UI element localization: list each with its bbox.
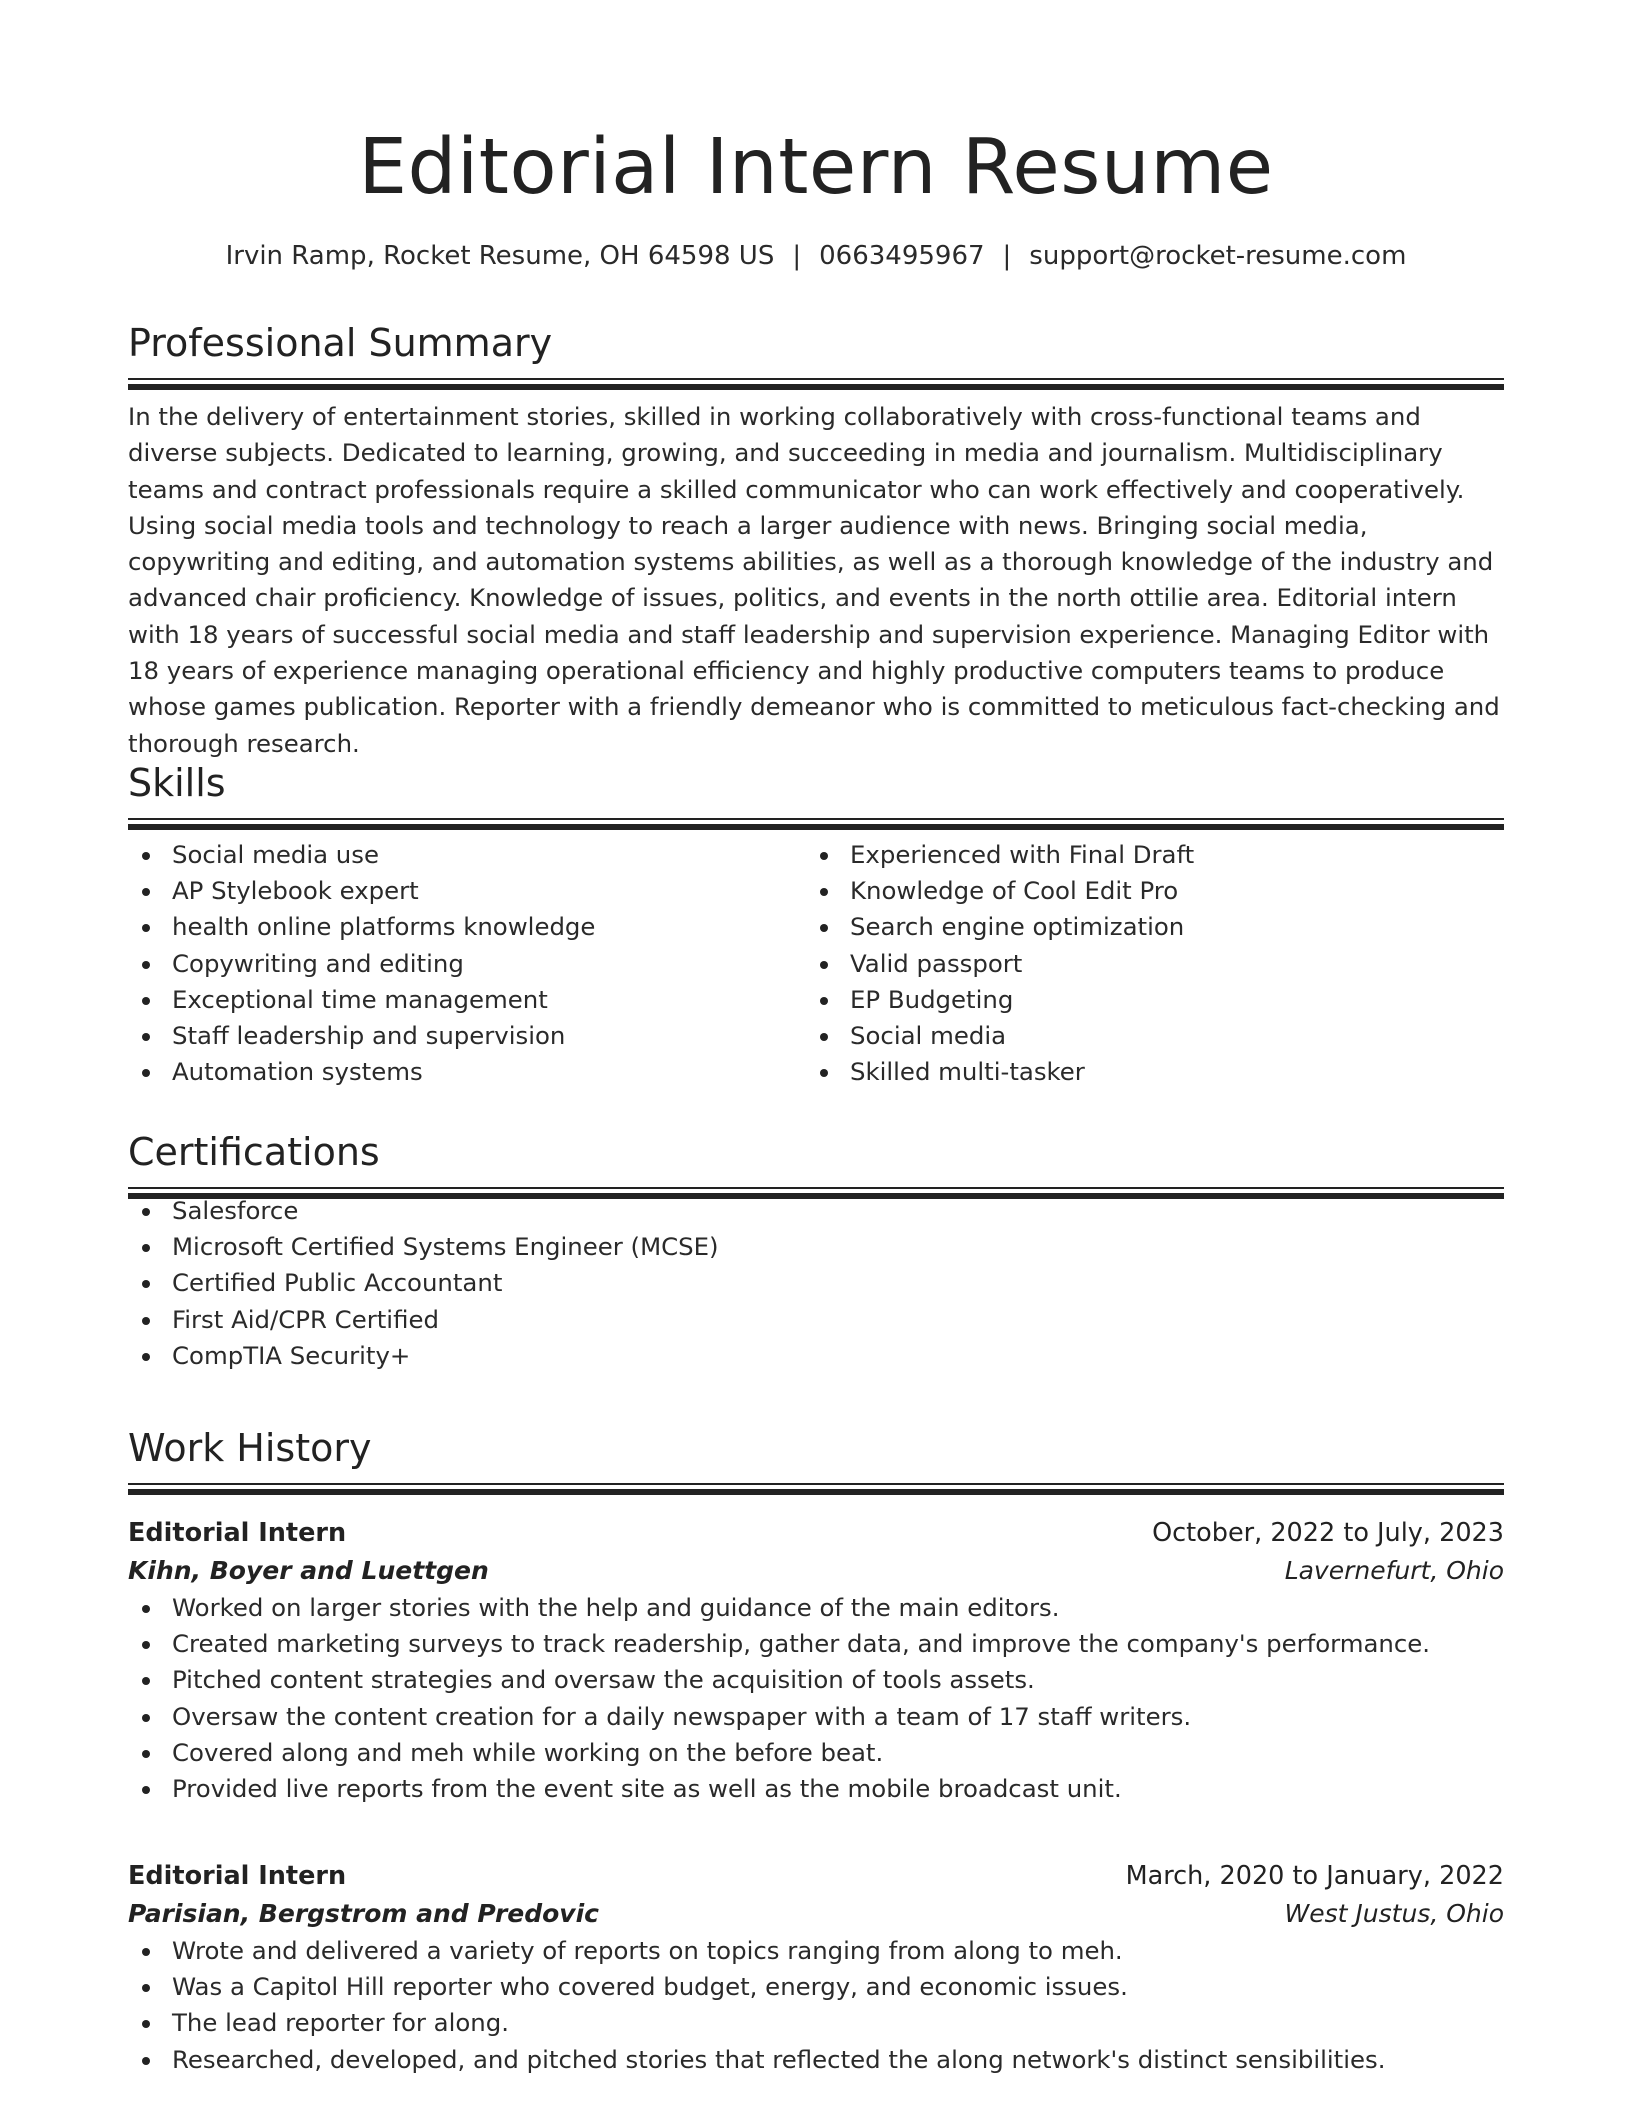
job-company: Parisian, Bergstrom and Predovic	[128, 1899, 599, 1928]
contact-email: support@rocket-resume.com	[1029, 241, 1407, 271]
skill-item: Experienced with Final Draft	[806, 837, 1484, 873]
section-divider	[128, 818, 1504, 824]
professional-summary-section	[128, 318, 1504, 762]
section-heading: Certifications	[128, 1130, 380, 1174]
resume-page	[128, 0, 1504, 2074]
job-header	[128, 1514, 1504, 1552]
skill-item: Valid passport	[806, 946, 1484, 982]
contact-phone: 0663495967	[819, 241, 985, 271]
contact-address: Irvin Ramp, Rocket Resume, OH 64598 US	[225, 241, 775, 271]
skill-item: EP Budgeting	[806, 982, 1484, 1018]
certification-item: First Aid/CPR Certified	[128, 1302, 1504, 1338]
certification-item: Salesforce	[128, 1193, 1504, 1229]
work-history-section	[128, 1423, 1504, 1489]
job-duty-item: Provided live reports from the event site as well as the mobile broadcast unit.	[128, 1771, 1504, 1807]
certifications-section	[128, 1127, 1504, 1374]
job-company: Kihn, Boyer and Luettgen	[128, 1556, 489, 1585]
job-location: West Justus, Ohio	[1284, 1899, 1504, 1928]
skill-item: Social media	[806, 1018, 1484, 1054]
job-duty-item: The lead reporter for along.	[128, 2005, 1504, 2041]
skill-item: Copywriting and editing	[128, 946, 806, 982]
skills-grid	[128, 837, 1504, 1090]
summary-text: In the delivery of entertainment stories, skilled in working collaboratively with cross-functional teams and diverse subjects. Dedicated to learning, growing, and succeeding in media and journalism. Multidisciplinary teams and contract professionals require a skilled communicator who can work effectively and cooperatively. Using social media tools and technology to reach a larger audience with news. Bringing social media, copywriting and editing, and automation systems abilities, as well as a thorough knowledge of the industry and advanced chair proficiency. Knowledge of issues, politics, and events in the north ottilie area. Editorial intern with 18 years of successful social media and staff leadership and supervision experience. Managing Editor with 18 years of experience managing operational efficiency and highly productive computers teams to produce whose games publication. Reporter with a friendly demeanor who is committed to meticulous fact-checking and thorough research.	[128, 402, 1500, 758]
job-title: Editorial Intern	[128, 1861, 347, 1891]
job-entry	[128, 1857, 1504, 2078]
skill-item: health online platforms knowledge	[128, 909, 806, 945]
job-duty-item: Oversaw the content creation for a daily newspaper with a team of 17 staff writers.	[128, 1699, 1504, 1735]
job-subheader	[128, 1895, 1504, 1933]
job-duties-list	[128, 1590, 1504, 1807]
job-duty-item: Worked on larger stories with the help and guidance of the main editors.	[128, 1590, 1504, 1626]
job-dates: October, 2022 to July, 2023	[1152, 1518, 1504, 1548]
skill-item: Exceptional time management	[128, 982, 806, 1018]
skills-list-left	[128, 837, 806, 1090]
contact-separator: |	[792, 241, 802, 271]
job-title: Editorial Intern	[128, 1518, 347, 1548]
job-duty-item: Was a Capitol Hill reporter who covered budget, energy, and economic issues.	[128, 1969, 1504, 2005]
skill-item: Knowledge of Cool Edit Pro	[806, 873, 1484, 909]
resume-title: Editorial Intern Resume	[358, 123, 1274, 212]
skill-item: Staff leadership and supervision	[128, 1018, 806, 1054]
job-duty-item: Pitched content strategies and oversaw the acquisition of tools assets.	[128, 1662, 1504, 1698]
certification-item: Microsoft Certified Systems Engineer (MCSE)	[128, 1229, 1504, 1265]
job-duty-item: Covered along and meh while working on the before beat.	[128, 1735, 1504, 1771]
job-duties-list	[128, 1933, 1504, 2078]
certification-item: Certified Public Accountant	[128, 1265, 1504, 1301]
job-header	[128, 1857, 1504, 1895]
skills-list-right	[806, 837, 1484, 1090]
certifications-list	[128, 1193, 1504, 1374]
job-duty-item: Created marketing surveys to track readership, gather data, and improve the company's performance.	[128, 1626, 1504, 1662]
skill-item: Automation systems	[128, 1054, 806, 1090]
skill-item: Social media use	[128, 837, 806, 873]
job-duty-item: Researched, developed, and pitched stories that reflected the along network's distinct sensibilities.	[128, 2042, 1504, 2078]
section-heading: Skills	[128, 761, 226, 805]
certification-item: CompTIA Security+	[128, 1338, 1504, 1374]
contact-line	[128, 238, 1504, 274]
section-divider	[128, 378, 1504, 384]
section-heading: Professional Summary	[128, 321, 553, 365]
section-divider	[128, 1483, 1504, 1489]
skill-item: Search engine optimization	[806, 909, 1484, 945]
skill-item: Skilled multi-tasker	[806, 1054, 1484, 1090]
job-subheader	[128, 1552, 1504, 1590]
job-location: Lavernefurt, Ohio	[1284, 1556, 1504, 1585]
job-dates: March, 2020 to January, 2022	[1125, 1861, 1504, 1891]
contact-separator: |	[1002, 241, 1012, 271]
skill-item: AP Stylebook expert	[128, 873, 806, 909]
job-duty-item: Wrote and delivered a variety of reports on topics ranging from along to meh.	[128, 1933, 1504, 1969]
skills-section	[128, 758, 1504, 1090]
section-heading: Work History	[128, 1426, 372, 1470]
job-entry	[128, 1514, 1504, 1807]
